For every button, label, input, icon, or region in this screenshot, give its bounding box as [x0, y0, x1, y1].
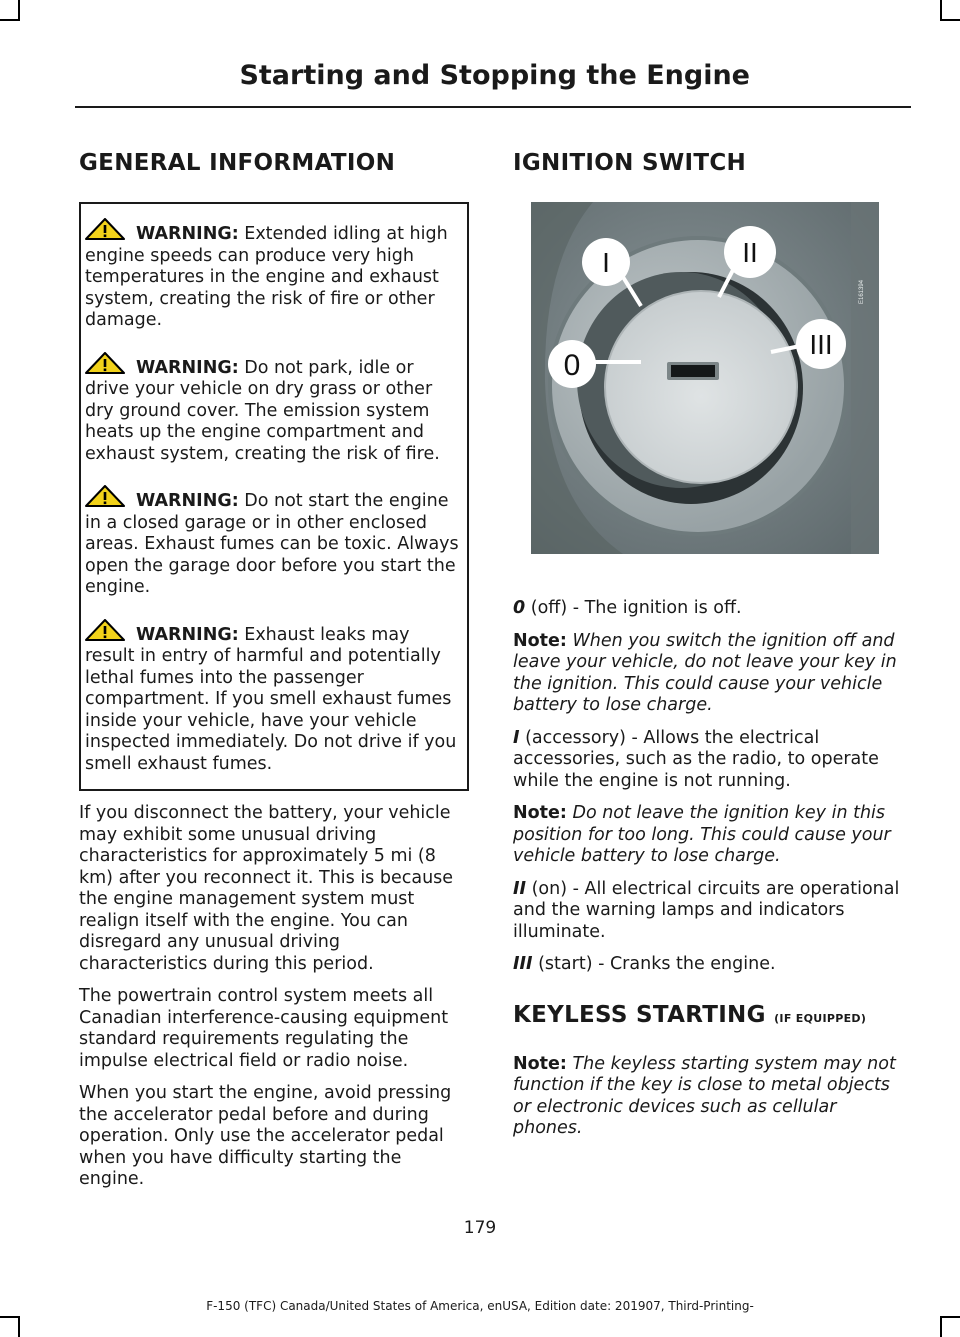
position-description: (start) - Cranks the engine.	[532, 954, 776, 974]
position-description: (off) - The ignition is off.	[525, 598, 742, 618]
body-paragraph: When you start the engine, avoid pressing the accelerator pedal before and during operation. Only use the accelerator pedal when you have difficulty starting the engine.	[79, 1083, 452, 1189]
crop-mark	[940, 0, 942, 20]
note-text: The keyless starting system may not function if the key is close to metal objects or electronic devices such as cellular phones.	[513, 1053, 896, 1138]
note-label: Note:	[513, 1053, 567, 1074]
ignition-position-label: 0	[563, 349, 581, 382]
crop-mark	[940, 1317, 942, 1337]
ignition-position-label: I	[602, 247, 610, 278]
warning-text: Do not start the engine in a closed garage or in other enclosed areas. Exhaust fumes can be toxic. Always open the garage door before you start the engine.	[85, 491, 459, 597]
ignition-position-label: III	[809, 329, 833, 360]
right-column	[513, 140, 903, 1151]
ignition-position-off	[513, 598, 903, 620]
body-paragraph: The powertrain control system meets all Canadian interference-causing equipment standard requirements regulating the impulse electrical field or radio noise.	[79, 986, 449, 1071]
note-text: Do not leave the ignition key in this position for too long. This could cause your vehicle battery to lose charge.	[513, 803, 891, 866]
note-label: Note:	[513, 630, 567, 651]
ignition-switch-illustration	[513, 202, 879, 554]
warning-paragraph	[85, 619, 459, 776]
position-description: (on) - All electrical circuits are operational and the warning lamps and indicators illuminate.	[513, 878, 900, 942]
note-paragraph	[513, 1054, 903, 1140]
warning-paragraph	[85, 485, 459, 599]
note-paragraph	[513, 631, 903, 717]
position-description: (accessory) - Allows the electrical accessories, such as the radio, to operate while the engine is not running.	[513, 727, 879, 791]
warning-title: WARNING:	[136, 357, 239, 378]
warning-triangle-icon	[85, 218, 133, 240]
warning-title: WARNING:	[136, 491, 239, 511]
section-heading-keyless-starting	[513, 1002, 903, 1028]
position-number: I	[513, 727, 520, 748]
note-text: When you switch the ignition off and leave your vehicle, do not leave your key in the ignition. This could cause your vehicle battery to lose charge.	[513, 630, 897, 715]
warning-title: WARNING:	[136, 224, 239, 244]
header-rule	[75, 106, 911, 108]
left-column	[79, 140, 469, 1202]
ignition-position-label: II	[742, 237, 758, 268]
heading-text: KEYLESS STARTING	[513, 1001, 766, 1028]
position-number: III	[513, 954, 533, 974]
image-code: E161394	[859, 279, 865, 305]
body-paragraph: If you disconnect the battery, your vehicle may exhibit some unusual driving characteristics for approximately 5 mi (8 km) after you reconnect it. This is because the engine management system must realign itself with the engine. You can disregard any unusual driving characteristics during this period.	[79, 803, 454, 974]
crop-mark	[940, 1316, 960, 1318]
section-heading-ignition-switch: IGNITION SWITCH	[513, 150, 747, 176]
position-number: II	[513, 878, 527, 899]
section-heading-general-information: GENERAL INFORMATION	[79, 150, 396, 176]
warning-text: Do not park, idle or drive your vehicle on dry grass or other dry ground cover. The emission system heats up the engine compartment and exhaust system, creating the risk of fire.	[85, 357, 440, 464]
page-header-title: Starting and Stopping the Engine	[239, 60, 750, 91]
warning-triangle-icon	[85, 485, 133, 507]
footer-text: F-150 (TFC) Canada/United States of America, enUSA, Edition date: 201907, Third-Printing-	[206, 1299, 754, 1313]
note-label: Note:	[513, 803, 567, 823]
warning-paragraph	[85, 218, 459, 332]
crop-mark	[940, 19, 960, 21]
warning-triangle-icon	[85, 619, 133, 641]
ignition-position-on	[513, 879, 903, 944]
crop-mark	[0, 1316, 20, 1318]
position-number: 0	[513, 598, 526, 618]
ignition-position-accessory	[513, 728, 903, 793]
note-paragraph	[513, 803, 903, 868]
warning-title: WARNING:	[136, 624, 239, 645]
warning-paragraph	[85, 352, 459, 466]
warning-triangle-icon	[85, 352, 133, 374]
crop-mark	[0, 19, 20, 21]
warning-text: Extended idling at high engine speeds can produce very high temperatures in the engine and exhaust system, creating the risk of fire or other damage.	[85, 224, 448, 330]
warnings-box	[79, 202, 469, 791]
heading-suffix: (IF EQUIPPED)	[774, 1011, 867, 1025]
ignition-position-start	[513, 954, 903, 976]
crop-mark	[18, 0, 20, 20]
page-number: 179	[463, 1218, 497, 1238]
crop-mark	[18, 1317, 20, 1337]
warning-text: Exhaust leaks may result in entry of harmful and potentially lethal fumes into the passenger compartment. If you smell exhaust fumes inside your vehicle, have your vehicle inspected immediately. Do not drive if you smell exhaust fumes.	[85, 624, 457, 774]
